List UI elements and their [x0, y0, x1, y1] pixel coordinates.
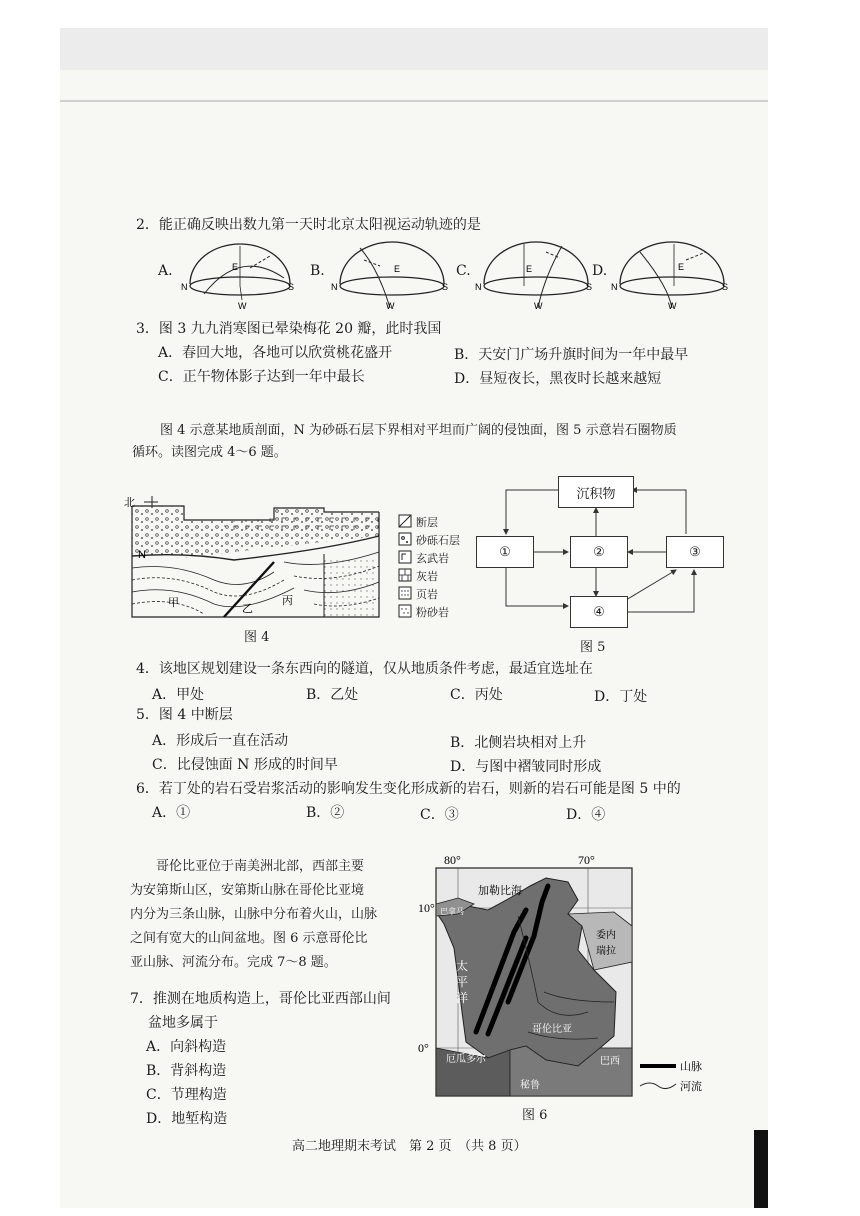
fig4-label-bing: 丙	[282, 594, 293, 607]
q3-stem: 3．图 3 九九消寒图已晕染梅花 20 瓣，此时我国	[136, 321, 442, 337]
q2-option-b[interactable]: B.	[310, 263, 325, 279]
q7-option-c[interactable]: C．节理构造	[146, 1087, 227, 1103]
fig6-map	[418, 852, 718, 1102]
dome-d-e: E	[678, 262, 685, 272]
fig5-node-2-label: ②	[593, 544, 605, 560]
fig6-legend-river: 河流	[680, 1080, 702, 1093]
fig6-caption: 图 6	[522, 1108, 548, 1123]
intro46-line1: 图 4 示意某地质剖面，N 为砂砾石层下界相对平坦而广阔的侵蚀面，图 5 示意岩石圈物质	[160, 423, 677, 438]
q5-option-b[interactable]: B．北侧岩块相对上升	[450, 735, 587, 751]
q4-option-c[interactable]: C．丙处	[450, 687, 503, 703]
q7-option-d[interactable]: D．地堑构造	[146, 1111, 228, 1127]
fig6-lat0: 0°	[418, 1041, 429, 1055]
q2-option-d[interactable]: D.	[592, 263, 608, 279]
fig5-caption: 图 5	[580, 640, 606, 655]
fig4-legend-shale: 页岩	[416, 588, 438, 601]
q6-option-b[interactable]: B．②	[306, 805, 345, 821]
q7-stem-1: 7．推测在地质构造上，哥伦比亚西部山间	[130, 991, 391, 1007]
q6-option-a[interactable]: A．①	[152, 805, 191, 821]
dome-b-e: E	[394, 264, 401, 274]
fig4-caption: 图 4	[244, 630, 270, 645]
page-footer: 高二地理期末考试 第 2 页 （共 8 页）	[292, 1139, 527, 1154]
q6-option-c[interactable]: C．③	[420, 807, 459, 823]
q2-stem: 2．能正确反映出数九第一天时北京太阳视运动轨迹的是	[136, 217, 481, 233]
q7-option-b[interactable]: B．背斜构造	[146, 1063, 227, 1079]
dome-d-s: S	[722, 282, 729, 292]
q2-option-a[interactable]: A.	[158, 263, 173, 279]
fig6-lat10: 10°	[418, 901, 435, 915]
fig5-sediment-box	[558, 476, 634, 508]
fig4-north: 北	[124, 496, 135, 509]
fig4-label-yi: 乙	[242, 602, 253, 615]
q4-option-a[interactable]: A．甲处	[152, 687, 205, 703]
dome-d-w: W	[668, 301, 677, 310]
dome-b-s: S	[442, 282, 449, 292]
fig6-pacific-3: 洋	[456, 991, 469, 1005]
fig4-legend-basalt: 玄武岩	[416, 552, 449, 565]
q2-dome-a	[180, 238, 300, 310]
fig4-legend-gravel: 砂砾石层	[416, 534, 460, 547]
q5-option-d[interactable]: D．与图中褶皱同时形成	[450, 759, 602, 775]
intro78-line4: 之间有宽大的山间盆地。图 6 示意哥伦比	[130, 931, 368, 946]
fig5-node-4	[570, 596, 628, 628]
dome-b-w: W	[386, 301, 395, 310]
fig5-node-4-label: ④	[593, 604, 605, 620]
fig5-sediment-label: 沉积物	[576, 486, 616, 502]
q4-stem: 4．该地区规划建设一条东西向的隧道，仅从地质条件考虑，最适宜选址在	[136, 661, 593, 677]
fig4-legend-siltstone: 粉砂岩	[416, 606, 449, 619]
fig5-node-1-label: ①	[499, 544, 511, 560]
fig6-brazil: 巴西	[600, 1056, 620, 1067]
fig6-peru: 秘鲁	[520, 1080, 540, 1091]
dome-a-n: N	[181, 282, 188, 292]
q2-dome-c	[474, 238, 594, 310]
fig6-legend-mountain: 山脉	[680, 1060, 702, 1073]
intro78-line3: 内分为三条山脉，山脉中分布着火山，山脉	[130, 907, 378, 922]
fig4-legend-limestone: 灰岩	[416, 570, 438, 583]
q3-option-d[interactable]: D．昼短夜长，黑夜时长越来越短	[454, 371, 662, 387]
fig6-venezuela-2: 瑞拉	[596, 946, 616, 957]
q4-option-b[interactable]: B．乙处	[306, 687, 359, 703]
dome-c-n: N	[475, 282, 482, 292]
q3-option-a[interactable]: A．春回大地，各地可以欣赏桃花盛开	[158, 345, 393, 361]
fig5-node-1	[476, 536, 534, 568]
fig6-pacific-2: 平	[456, 975, 469, 989]
fig6-caribbean: 加勒比海	[478, 884, 522, 897]
fig4-label-jia: 甲	[168, 596, 179, 609]
dome-c-w: W	[534, 301, 543, 310]
scan-top-line	[60, 100, 768, 102]
q5-stem: 5．图 4 中断层	[136, 707, 233, 723]
fig6-colombia: 哥伦比亚	[532, 1024, 572, 1035]
dome-a-w: W	[238, 301, 247, 310]
q6-stem: 6．若丁处的岩石受岩浆活动的影响发生变化形成新的岩石，则新的岩石可能是图 5 中的	[136, 781, 681, 797]
scan-edge-bar	[754, 1130, 768, 1208]
fig5-node-2	[570, 536, 628, 568]
q6-option-d[interactable]: D．④	[566, 807, 606, 823]
q2-dome-b	[330, 238, 450, 310]
q3-option-b[interactable]: B．天安门广场升旗时间为一年中最早	[454, 347, 689, 363]
q5-option-c[interactable]: C．比侵蚀面 N 形成的时间早	[152, 757, 338, 773]
dome-c-e: E	[526, 264, 533, 274]
fig6-lon70: 70°	[578, 853, 595, 867]
fig6-pacific-1: 太	[456, 959, 469, 973]
fig4-legend-swatches	[398, 514, 412, 624]
fig6-ecuador: 厄瓜多尔	[446, 1054, 486, 1065]
q5-option-a[interactable]: A．形成后一直在活动	[152, 733, 289, 749]
fig4-legend-fault: 断层	[416, 516, 438, 529]
fig5-node-3-label: ③	[689, 544, 701, 560]
scan-top-band	[60, 28, 768, 70]
dome-b-n: N	[331, 282, 338, 292]
q3-option-c[interactable]: C．正午物体影子达到一年中最长	[158, 369, 365, 385]
fig5-node-3	[666, 536, 724, 568]
intro78-line1: 哥伦比亚位于南美洲北部，西部主要	[156, 859, 365, 874]
dome-a-e: E	[232, 262, 239, 272]
dome-c-s: S	[586, 282, 593, 292]
q7-option-a[interactable]: A．向斜构造	[146, 1039, 227, 1055]
fig6-panama: 巴拿马	[440, 907, 464, 916]
intro78-line5: 亚山脉、河流分布。完成 7～8 题。	[130, 955, 337, 970]
q2-option-c[interactable]: C.	[456, 263, 471, 279]
fig4-label-n: N	[138, 549, 146, 561]
intro78-line2: 为安第斯山区，安第斯山脉在哥伦比亚境	[130, 883, 365, 898]
fig6-lon80: 80°	[444, 853, 461, 867]
fig4-section	[124, 492, 384, 622]
dome-d-n: N	[611, 282, 618, 292]
fig6-venezuela-1: 委内	[596, 930, 616, 941]
q2-dome-d	[610, 238, 730, 310]
q4-option-d[interactable]: D．丁处	[594, 689, 648, 705]
intro46-line2: 循环。读图完成 4～6 题。	[132, 445, 287, 460]
dome-a-s: S	[288, 282, 295, 292]
q7-stem-2: 盆地多属于	[148, 1015, 218, 1031]
